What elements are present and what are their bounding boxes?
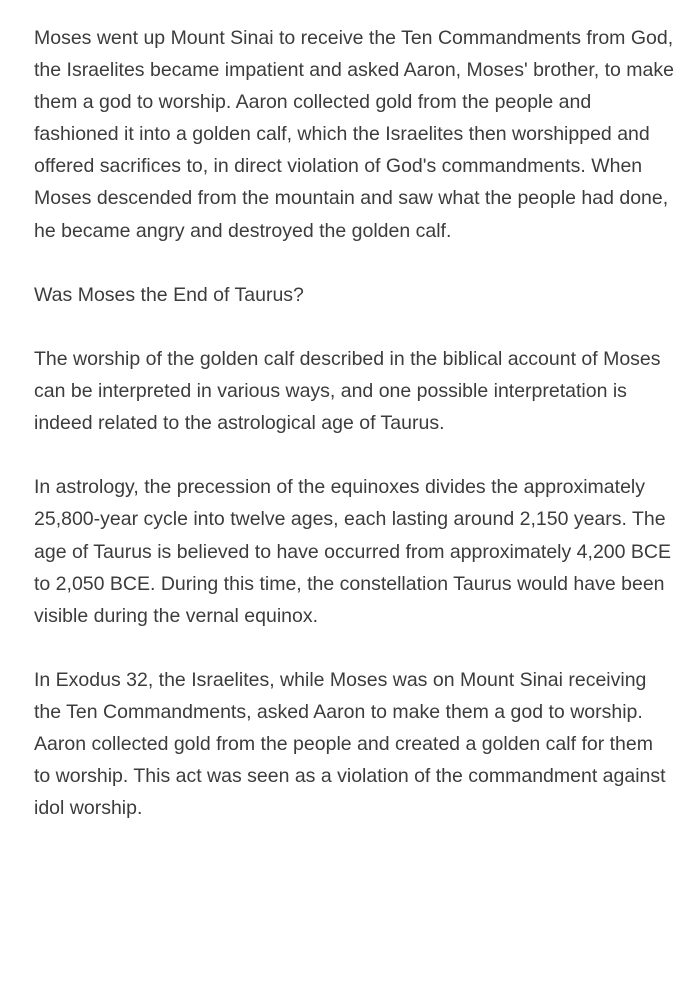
paragraph-golden-calf-story: Moses went up Mount Sinai to receive the Ten Commandments from God, the Israelites became impatient and asked Aaron, Moses' brother, to make them a god to worship. Aaron collected gold from the people and fashioned it into a golden calf, which the Israelites then worshipped and offered sacrifices to, in direct violation of God's commandments. When Moses descended from the mountain and saw what the people had done, he became angry and destroyed the golden calf. xyxy=(34,27,674,242)
paragraph-astrology-precession: In astrology, the precession of the equinoxes divides the approximately 25,800-year cycle into twelve ages, each lasting around 2,150 years. The age of Taurus is believed to have occurred from approximately 4,200 BCE to 2,050 BCE. During this time, the constellation Taurus would have been visible during the vernal equinox. xyxy=(34,476,671,627)
paragraph-exodus-32: In Exodus 32, the Israelites, while Moses was on Mount Sinai receiving the Ten Commandments, asked Aaron to make them a god to worship. Aaron collected gold from the people and created a golden calf for them to worship. This act was seen as a violation of the commandment against idol worship. xyxy=(34,668,666,820)
paragraph-question: Was Moses the End of Taurus? xyxy=(34,283,304,306)
paragraph-taurus-interpretation: The worship of the golden calf described in the biblical account of Moses can be interpreted in various ways, and one possible interpretation is indeed related to the astrological age of Taurus. xyxy=(34,347,661,435)
article-body xyxy=(34,22,674,824)
